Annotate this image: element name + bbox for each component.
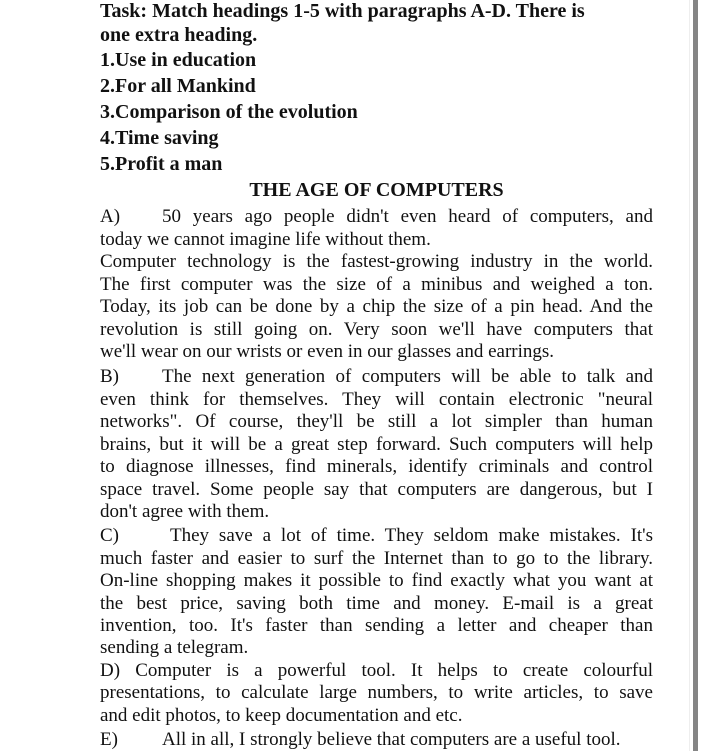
- paragraph-c-line: C) They save a lot of time. They seldom make mistakes. It's: [100, 525, 653, 546]
- paragraph-b-line: don't agree with them.: [100, 501, 270, 522]
- paragraph-c-line: the best price, saving both time and money. E-mail is a great: [100, 593, 653, 614]
- heading-2: 2.For all Mankind: [100, 75, 256, 97]
- paragraph-a-line: today we cannot imagine life without them.: [100, 229, 431, 250]
- paragraph-d-line: D) Computer is a powerful tool. It helps to create colourful: [100, 660, 653, 681]
- paragraph-a-line: Today, its job can be done by a chip the size of a pin head. And the: [100, 296, 653, 317]
- article-title: THE AGE OF COMPUTERS: [249, 179, 504, 201]
- paragraph-b-line: space travel. Some people say that computers are dangerous, but I: [100, 479, 653, 500]
- paragraph-label: C): [100, 525, 119, 546]
- paragraph-label: B): [100, 366, 119, 387]
- paragraph-a-line: A) 50 years ago people didn't even heard of computers, and: [100, 206, 653, 227]
- scrollbar[interactable]: [693, 0, 698, 751]
- page-edge: [689, 0, 690, 751]
- paragraph-b-line: brains, but it will be a great step forward. Such computers will help: [100, 434, 653, 455]
- paragraph-c-line: On-line shopping makes it possible to find exactly what you want at: [100, 570, 653, 591]
- paragraph-b-line: B) The next generation of computers will be able to talk and: [100, 366, 653, 387]
- paragraph-b-line: to diagnose illnesses, find minerals, identify criminals and control: [100, 456, 653, 477]
- paragraph-c-line: invention, too. It's faster than sending a letter and cheaper than: [100, 615, 653, 636]
- paragraph-d-line: and edit photos, to keep documentation and etc.: [100, 705, 463, 726]
- paragraph-a-line: revolution is still going on. Very soon we'll have computers that: [100, 319, 653, 340]
- heading-3: 3.Comparison of the evolution: [100, 101, 358, 123]
- heading-1: 1.Use in education: [100, 49, 257, 71]
- paragraph-c-line: sending a telegram.: [100, 637, 249, 658]
- heading-5: 5.Profit a man: [100, 153, 223, 175]
- paragraph-b-line: networks". Of course, they'll be still a lot simpler than human: [100, 411, 653, 432]
- task-line: Task: Match headings 1-5 with paragraphs A-D. There is: [100, 0, 585, 22]
- paragraph-d-line: presentations, to calculate large numbers, to write articles, to save: [100, 682, 653, 703]
- paragraph-a-line: we'll wear on our wrists or even in our glasses and earrings.: [100, 341, 555, 362]
- heading-4: 4.Time saving: [100, 127, 219, 149]
- paragraph-a-line: The first computer was the size of a minibus and weighed a ton.: [100, 274, 653, 295]
- paragraph-b-line: even think for themselves. They will contain electronic "neural: [100, 389, 653, 410]
- paragraph-e-line: E) All in all, I strongly believe that computers are a useful tool.: [100, 729, 621, 750]
- task-line: one extra heading.: [100, 24, 258, 46]
- paragraph-a-line: Computer technology is the fastest-growing industry in the world.: [100, 251, 653, 272]
- paragraph-label: A): [100, 206, 121, 227]
- paragraph-label: E): [100, 729, 118, 750]
- paragraph-c-line: much faster and easier to surf the Internet than to go to the library.: [100, 548, 653, 569]
